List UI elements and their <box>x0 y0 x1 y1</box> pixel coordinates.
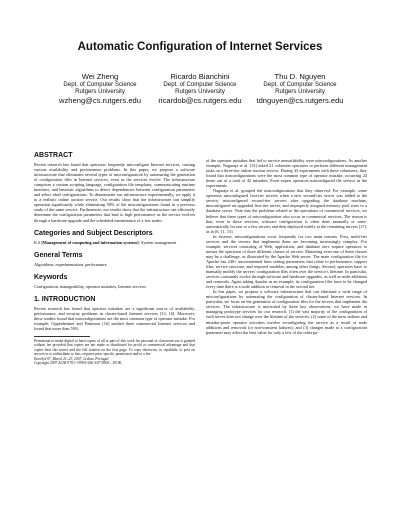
conference-name: EuroSys'07, March 21–23, 2007, Lisboa, Portugal. <box>34 356 110 361</box>
body-paragraph: of the operator mistakes that led to service unavailability were misconfigurations. As another example, Nagaraja et al. [13] asked 21 volunteer operators to perform different management tasks on a three-tier online auction service. During 43 experiments with these volunteers, they found that misconfigurations were the most common type of operator mistake, occurring 24 times out of a total of 42 mistakes. Even expert operators misconfigured the service in the experiments. <box>206 158 367 189</box>
body-paragraph: In this paper, we propose a software infrastructure that can eliminate a wide range of misconfigurations by automating the configuration of cluster-based Internet services. In particular, we focus on the generation of configuration files for the servers that implement the services. The infrastructure is motivated by three key observations: we have made in managing prototype services for our research: (1) the vast majority of the configuration of each server does not change over the lifetime of the services; (2) some of the most tedious and mistake-prone operator activities involve reconfiguring the service as a result of node additions and removals (or non-transient failures); and (3) changes made to a configuration parameter may affect the best value for only a few of the other pa- <box>206 289 367 335</box>
author-email: wzheng@cs.rutgers.edu <box>59 95 141 105</box>
author-name: Thu D. Nguyen <box>274 72 326 81</box>
author-university: Rutgers University <box>175 88 225 96</box>
author-dept: Dept. of Computer Science <box>63 81 137 88</box>
author-name: Ricardo Bianchini <box>170 72 230 81</box>
author-block <box>240 72 360 105</box>
author-dept: Dept. of Computer Science <box>263 81 337 88</box>
categories-text <box>34 240 195 245</box>
left-column <box>34 152 195 365</box>
permission-footnote: Permission to make digital or hard copies of all or part of this work for personal or classroom use is granted without fee provided that copies are not made or distributed for profit or commercial advantage and that copies bear this notice and the full citation on the first page. To copy otherwise, to republish, to post on servers or to redistribute to lists, requires prior specific permission and/or a fee. <box>34 338 195 357</box>
keywords-heading: Keywords <box>34 273 68 281</box>
copyright-footnote: Copyright 2007 ACM 978-1-59593-636-3/07/0003 ...$5.00. <box>34 360 123 365</box>
author-university: Rutgers University <box>275 88 325 96</box>
paper-title: Automatic Configuration of Internet Services <box>77 41 323 53</box>
author-email: tdnguyen@cs.rutgers.edu <box>256 95 344 105</box>
author-name: Wei Zheng <box>81 72 119 81</box>
body-paragraph: Nagaraja et al. grouped the misconfigurations that they observed. For example, some operators misconfigured first-tier servers when a new second-tier server was added to the service, misconfigured second-tier servers after upgrading the database machine, misconfigured an upgraded first-tier server, and improperly assigned memory pool sizes to a database server. Note that the problems related to the operations of commercial services, we believe that these types of misconfiguration also occur in commercial services. The reason is that, even in these services, software configuration is often done manually or semi-automatically for one or a few servers and then deployed widely to the remaining servers [17], as in [6, 11, 15]. <box>206 188 367 234</box>
categories-code: K.6 <box>34 239 41 245</box>
categories-subject: : System management <box>138 239 177 245</box>
categories-heading: Categories and Subject Descriptors <box>34 229 153 237</box>
introduction-text: Recent research has found that operator mistakes are a significant source of availability, performance, and security problems in cluster-based Internet services [13, 16]. Moreover, these studies found that misconfigurations are the most common type of operator mistake. For example, Oppenheimer and Patterson [16] studied three commercial Internet services and found that more than 50% <box>34 305 195 331</box>
author-university: Rutgers University <box>75 88 125 96</box>
general-terms-text: Algorithms, experimentation, performance <box>34 261 107 267</box>
right-column <box>206 158 367 335</box>
general-terms-heading: General Terms <box>34 251 83 259</box>
footnote-rule <box>34 336 90 337</box>
abstract-heading: ABSTRACT <box>34 152 73 159</box>
body-paragraph: In essence, misconfigurations occur frequently for two main reasons. First, multi-tier services and the servers that implement them are becoming increasingly complex. For example, services consisting of Web, application, and database tiers require operators to master the operation of three different classes of servers. Mastering even one of these classes may be a challenge, as illustrated by the Apache Web server. The main configuration file for Apache has 240+ uncommented lines setting parameters that relate to performance, support files, service structure, and required modules, among other things. Second, operators have to manually modify the servers' configuration files often over the service's lifetime. In particular, services constantly evolve through software and hardware upgrades, as well as node additions and removals. Again taking Apache as an example, its configuration files have to be changed every time there is a node addition or removal in the second tier. <box>206 233 367 290</box>
abstract-text: Recent research has found that operators frequently misconfigure Internet services, causing various availability and performance problems. In this paper, we propose a software infrastructure that eliminates several types of misconfiguration by automating the generation of configuration files in Internet services, even as the services evolve. The infrastructure comprises a custom scripting language, configuration file templates, communicating runtime monitors, and heuristic algorithms to detect dependencies between configuration parameters and select ideal configurations. To demonstrate our infrastructure experimentally, we apply it to a realistic online auction service. Our results show that the infrastructure can simplify operation significantly while eliminating 58% of the misconfigurations found in a previous study of the same service. Furthermore, our results show that the infrastructure can efficiently determine the configuration parameters that lead to high performance as the service evolves through a hardware upgrade and the scheduled maintenance of a few nodes. <box>34 162 195 223</box>
author-dept: Dept. of Computer Science <box>163 81 237 88</box>
categories-descriptor: [Management of computing and information systems] <box>41 239 139 245</box>
keywords-text: Configuration, manageability, operator mistakes, Internet services <box>34 283 147 289</box>
author-email: ricardob@cs.rutgers.edu <box>158 95 242 105</box>
introduction-heading: 1. INTRODUCTION <box>34 295 96 303</box>
